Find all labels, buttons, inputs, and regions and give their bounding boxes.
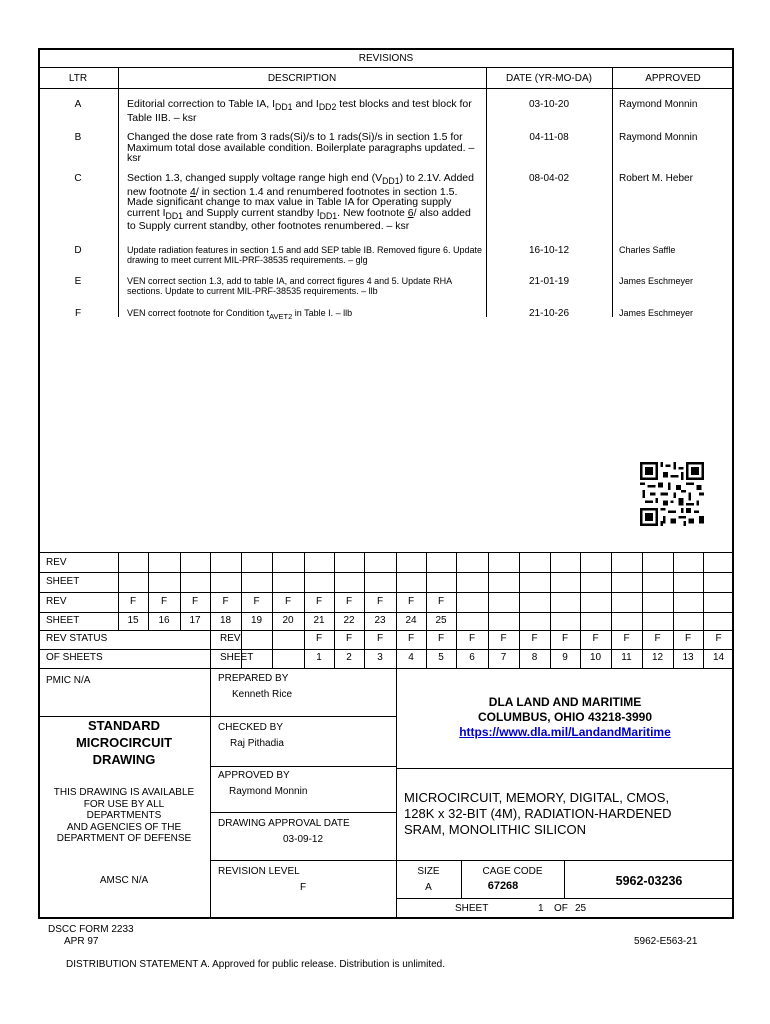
status-sheet-cell: 12 (651, 652, 664, 663)
device-title-line: MICROCIRCUIT, MEMORY, DIGITAL, CMOS, (404, 790, 670, 805)
status-rev-label: REV (220, 633, 241, 644)
divider (38, 88, 734, 89)
status-rev-cell: F (623, 633, 630, 644)
grid-label-rev: REV (46, 557, 67, 568)
grid-sheet-cell: 23 (374, 615, 386, 626)
doc-number: 5962-E563-21 (634, 936, 698, 947)
cage-code-label: CAGE CODE (482, 866, 543, 877)
rev-date: 16-10-12 (528, 245, 570, 256)
device-title (404, 790, 672, 838)
status-rev-cell: F (715, 633, 722, 644)
rev-date: 21-10-26 (528, 308, 570, 319)
availability-line: THIS DRAWING IS AVAILABLE (53, 787, 195, 798)
checked-by-label: CHECKED BY (218, 722, 284, 733)
status-sheet-cell: 7 (500, 652, 507, 663)
status-rev-cell: F (315, 633, 323, 644)
agency-address: COLUMBUS, OHIO 43218-3990 (477, 710, 653, 724)
rev-date: 21-01-19 (528, 276, 570, 287)
grid-sheet-cell: 19 (250, 615, 263, 626)
grid-sheet-cell: 21 (313, 615, 325, 626)
grid-sheet-cell: 24 (405, 615, 417, 626)
rev-description: VEN correct section 1.3, add to table IA, and correct figures 4 and 5. Update RHA sections. Update to current MIL-PRF-38535 requirements. – llb (127, 276, 452, 296)
date-header: DATE (YR-MO-DA) (506, 73, 592, 84)
status-rev-cell: F (437, 633, 445, 644)
status-sheet-cell: 14 (712, 652, 725, 663)
status-sheet-cell: 9 (562, 652, 568, 663)
amsc-label: AMSC N/A (99, 875, 149, 886)
grid-rev-cell: F (345, 596, 353, 607)
agency-name: DLA LAND AND MARITIME (488, 695, 642, 709)
grid-rev-cell: F (376, 596, 384, 607)
rev-description: Update radiation features in section 1.5 and add SEP table IB. Removed figure 6. Update drawing to meet current MIL-PRF-38535 requirements. – glg (127, 245, 483, 265)
description-header: DESCRIPTION (267, 73, 337, 84)
grid-rev-cell: F (407, 596, 415, 607)
rev-date: 03-10-20 (528, 99, 570, 110)
availability-statement (38, 787, 210, 845)
grid-label-sheet: SHEET (46, 615, 80, 626)
divider (612, 67, 613, 317)
grid-label-sheet: SHEET (46, 576, 80, 587)
rev-approver: Raymond Monnin (619, 132, 698, 143)
qr-code (640, 462, 704, 526)
grid-sheet-cell: 22 (343, 615, 355, 626)
grid-sheet-cell: 20 (282, 615, 294, 626)
checked-by-name: Raj Pithadia (230, 738, 284, 749)
rev-approver: Raymond Monnin (619, 99, 698, 110)
approved-header: APPROVED (645, 73, 701, 84)
approved-by-name: Raymond Monnin (229, 786, 308, 797)
divider (210, 668, 211, 919)
ltr-header: LTR (68, 73, 88, 84)
pmic-label: PMIC N/A (46, 675, 91, 686)
status-sheet-cell: 13 (682, 652, 694, 663)
approved-by-label: APPROVED BY (218, 770, 290, 781)
status-sheet-cell: 8 (531, 652, 538, 663)
rev-approver: Robert M. Heber (619, 173, 693, 184)
device-title-line: 128K x 32-BIT (4M), RADIATION-HARDENED (404, 806, 672, 821)
rev-status-label: REV STATUS (46, 633, 108, 644)
availability-line: DEPARTMENT OF DEFENSE (56, 833, 192, 844)
revisions-title: REVISIONS (358, 53, 414, 64)
availability-line: FOR USE BY ALL (83, 798, 165, 810)
revision-level-label: REVISION LEVEL (218, 866, 300, 877)
status-sheet-cell: 5 (438, 652, 444, 663)
divider (396, 768, 734, 769)
of-label: OF (554, 903, 568, 914)
status-sheet-cell: 4 (408, 652, 414, 663)
status-rev-cell: F (531, 633, 538, 644)
rev-ltr: A (74, 99, 82, 110)
standard-microcircuit-drawing-title (38, 717, 210, 768)
status-rev-cell: F (561, 633, 569, 644)
of-sheets-label: OF SHEETS (46, 652, 103, 663)
availability-line: DEPARTMENTS (86, 810, 162, 821)
rev-ltr: B (74, 132, 82, 143)
grid-sheet-cell: 18 (219, 615, 232, 626)
sheet-label: SHEET (455, 903, 489, 914)
status-sheet-cell: 11 (621, 652, 632, 663)
divider (38, 67, 734, 68)
divider (210, 716, 396, 717)
grid-rev-cell: F (253, 596, 260, 607)
status-rev-cell: F (500, 633, 507, 644)
status-sheet-cell: 3 (377, 652, 383, 663)
grid-label-rev: REV (46, 596, 67, 607)
agency-block (396, 695, 734, 740)
divider (210, 812, 396, 813)
grid-rev-cell: F (284, 596, 292, 607)
agency-url-link[interactable]: https://www.dla.mil/LandandMaritime (459, 725, 671, 739)
divider (38, 572, 734, 573)
status-sheet-label: SHEET (220, 652, 254, 663)
grid-rev-cell: F (129, 596, 137, 607)
status-rev-cell: F (654, 633, 661, 644)
grid-sheet-cell: 25 (435, 615, 447, 626)
rev-date: 08-04-02 (528, 173, 570, 184)
device-title-line: SRAM, MONOLITHIC SILICON (404, 822, 587, 837)
rev-description: Editorial correction to Table IA, $I_{DD1}$ and $I_{DD2}$ test blocks and test block for Table IIB. – ksr (127, 98, 472, 124)
status-sheet-cell: 1 (316, 652, 322, 663)
status-sheet-cell: 10 (589, 652, 602, 663)
divider (38, 552, 734, 553)
form-date: APR 97 (64, 936, 99, 947)
grid-sheet-cell: 15 (127, 615, 139, 626)
grid-sheet-cell: 16 (158, 615, 170, 626)
approval-date-value: 03-09-12 (283, 834, 324, 845)
title-line: MICROCIRCUIT (75, 735, 173, 750)
divider (210, 766, 396, 767)
rev-ltr: E (74, 276, 82, 287)
rev-description: Changed the dose rate from 3 rads(Si)/s to 1 rads(Si)/s in section 1.5 for Maximum total dose available condition. Boilerplate paragraphs updated. – ksr (127, 131, 475, 164)
rev-ltr: D (74, 245, 82, 256)
rev-approver: Charles Saffle (619, 245, 676, 255)
rev-approver: James Eschmeyer (619, 276, 694, 286)
grid-rev-cell: F (191, 596, 199, 607)
size-label: SIZE (417, 866, 440, 877)
status-rev-cell: F (592, 633, 599, 644)
grid-rev-cell: F (437, 596, 445, 607)
rev-ltr: F (74, 308, 82, 319)
divider (38, 668, 734, 669)
grid-rev-cell: F (222, 596, 229, 607)
revision-level-value: F (300, 882, 307, 893)
divider (396, 898, 734, 899)
status-rev-cell: F (345, 633, 353, 644)
drawing-number: 5962-03236 (615, 874, 683, 888)
grid-sheet-cell: 17 (189, 615, 201, 626)
sheet-number: 1 (538, 903, 544, 914)
form-number: DSCC FORM 2233 (48, 924, 134, 935)
status-rev-cell: F (407, 633, 415, 644)
prepared-by-label: PREPARED BY (218, 673, 289, 684)
status-rev-cell: F (376, 633, 384, 644)
title-line: DRAWING (92, 752, 156, 767)
grid-rev-cell: F (160, 596, 168, 607)
rev-approver: James Eschmeyer (619, 308, 694, 318)
rev-date: 04-11-08 (529, 132, 569, 143)
grid-rev-cell: F (315, 596, 323, 607)
rev-ltr: C (74, 173, 82, 184)
status-sheet-cell: 6 (469, 652, 475, 663)
prepared-by-name: Kenneth Rice (232, 689, 293, 700)
divider (396, 860, 734, 861)
approval-date-label: DRAWING APPROVAL DATE (218, 818, 350, 829)
divider (210, 860, 396, 861)
distribution-statement: DISTRIBUTION STATEMENT A. Approved for public release. Distribution is unlimited. (66, 959, 446, 970)
rev-description: VEN correct footnote for Condition $t_{AVET2}$ in Table I. – llb (127, 308, 353, 321)
status-rev-cell: F (468, 633, 476, 644)
availability-line: AND AGENCIES OF THE (66, 821, 182, 833)
title-line: STANDARD (88, 718, 160, 733)
grid-divider (210, 630, 211, 668)
cage-code-value: 67268 (487, 880, 519, 892)
status-rev-cell: F (684, 633, 692, 644)
status-sheet-cell: 2 (346, 652, 352, 663)
rev-description: Section 1.3, changed supply voltage range high end $(V_{DD1})$ to 2.1V. Added new footnote 4/ in section 1.4 and renumbered footnotes in section 1.5. Made significant change to max value in Table IA for Operating supply current $I_{DD1}$ and Supply current standby $I_{DD1}$. New footnote 6/ also added to Supply current standby, other footnotes renumbered. – ksr (127, 172, 474, 233)
size-value: A (425, 882, 432, 893)
total-sheets: 25 (575, 903, 587, 914)
divider (118, 67, 119, 317)
